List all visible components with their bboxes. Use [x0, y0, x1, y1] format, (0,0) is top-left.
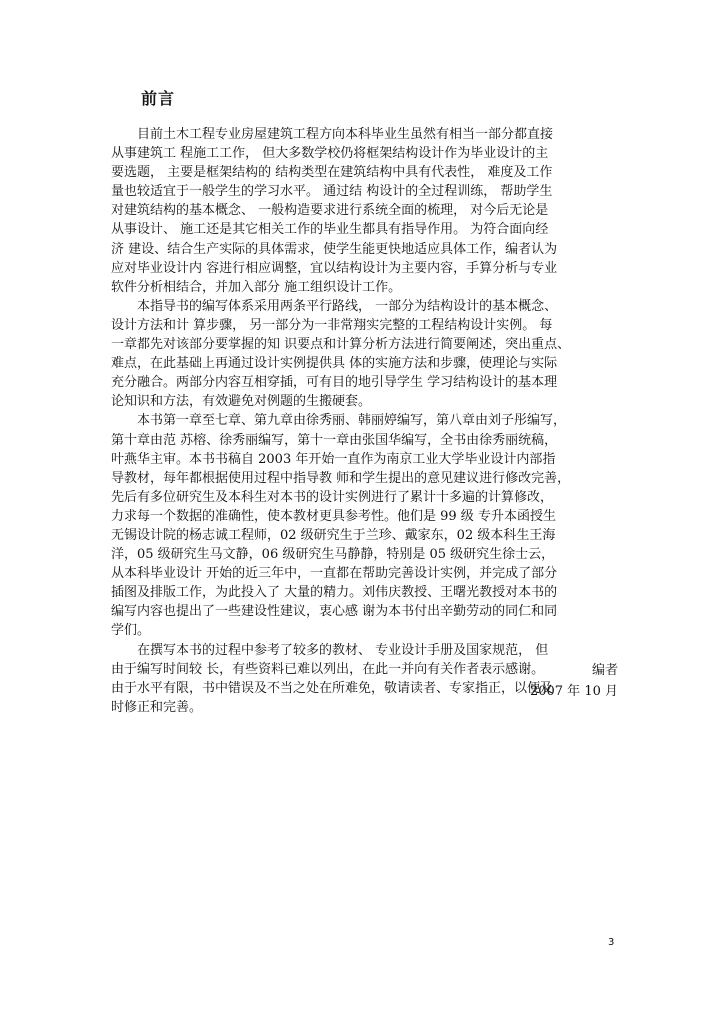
text-line: 先后有多位研究生及本科生对本书的设计实例进行了累计十多遍的计算修改， — [111, 489, 554, 505]
text-line: 在撰写本书的过程中参考了较多的教材、 专业设计手册及国家规范， 但 — [137, 642, 549, 658]
text-line: 难点，在此基础上再通过设计实例提供具 体的实施方法和步骤，使理论与实际 — [111, 356, 558, 372]
text-line: 论知识和方法，有效避免对例题的生搬硬套。 — [111, 394, 372, 410]
signature-author: 编者 — [591, 663, 618, 678]
page-title: 前言 — [141, 89, 176, 108]
signature-block — [530, 660, 618, 702]
text-line: 本指导书的编写体系采用两条平行路线， 一部分为结构设计的基本概念、 — [137, 298, 558, 314]
text-line: 洋，05 级研究生马文静，06 级研究生马静静，特别是 05 级研究生徐士云， — [111, 547, 555, 563]
text-line: 力求每一个数据的准确性，使本教材更具参考性。他们是 99 级 专升本函授生 — [111, 508, 556, 524]
text-line: 学们。 — [111, 623, 151, 639]
text-line: 从本科毕业设计 开始的近三年中，一直都在帮助完善设计实例，并完成了部分 — [111, 566, 558, 582]
text-line: 设计方法和计 算步骤， 另一部分为一非常翔实完整的工程结构设计实例。 每 — [111, 317, 553, 333]
text-line: 软件分析相结合，并加入部分 施工组织设计工作。 — [111, 279, 402, 295]
text-line: 叶燕华主审。本书书稿自 2003 年开始一直作为南京工业大学毕业设计内部指 — [111, 451, 556, 467]
text-line: 插图及排版工作，为此投入了 大量的精力。刘伟庆教授、王曙光教授对本书的 — [111, 585, 558, 601]
text-line: 应对毕业设计内 容进行相应调整，宜以结构设计为主要内容，手算分析与专业 — [111, 260, 558, 276]
text-line: 由于水平有限，书中错误及不当之处在所难免，敬请读者、专家指正，以便及 — [111, 680, 554, 696]
text-line: 充分融合。两部分内容互相穿插，可有目的地引导学生 学习结构设计的基本理 — [111, 375, 558, 391]
text-line: 量也较适宜于一般学生的学习水平。 通过结 构设计的全过程训练， 帮助学生 — [111, 184, 553, 200]
text-line: 导教材，每年都根据使用过程中指导教 师和学生提出的意见建议进行修改完善， — [111, 470, 571, 486]
text-line: 对建筑结构的基本概念、 一般构造要求进行系统全面的梳理， 对今后无论是 — [111, 203, 549, 219]
preface-body — [111, 125, 615, 717]
text-line: 本书第一章至七章、第九章由徐秀丽、韩丽婷编写，第八章由刘子彤编写， — [137, 413, 567, 429]
text-line: 时修正和完善。 — [111, 699, 203, 715]
text-line: 无锡设计院的杨志诚工程师，02 级研究生于兰珍、戴家东，02 级本科生王海 — [111, 527, 556, 543]
text-line: 一章都先对该部分要掌握的知 识要点和计算分析方法进行简要阐述，突出重点、 — [111, 337, 571, 353]
text-line: 济 建设、结合生产实际的具体需求，使学生能更快地适应具体工作，编者认为 — [111, 241, 558, 257]
text-line: 由于编写时间较 长，有些资料已难以列出，在此一并向有关作者表示感谢。 — [111, 661, 545, 677]
text-line: 从事建筑工 程施工工作， 但大多数学校仍将框架结构设计作为毕业设计的主 — [111, 146, 549, 162]
text-line: 要选题， 主要是框架结构的 结构类型在建筑结构中具有代表性， 难度及工作 — [111, 165, 553, 181]
page-number: 3 — [608, 937, 615, 948]
text-line: 第十章由范 苏榕、徐秀丽编写，第十一章由张国华编写，全书由徐秀丽统稿， — [111, 432, 558, 448]
text-line: 编写内容也提出了一些建设性建议，衷心感 谢为本书付出辛勤劳动的同仁和同 — [111, 604, 558, 620]
text-line: 目前土木工程专业房屋建筑工程方向本科毕业生虽然有相当一部分都直接 — [137, 127, 554, 142]
text-line: 从事设计、 施工还是其它相关工作的毕业生都具有指导作用。 为符合面向经 — [111, 222, 549, 238]
signature-date: 2007 年 10 月 — [529, 684, 618, 699]
